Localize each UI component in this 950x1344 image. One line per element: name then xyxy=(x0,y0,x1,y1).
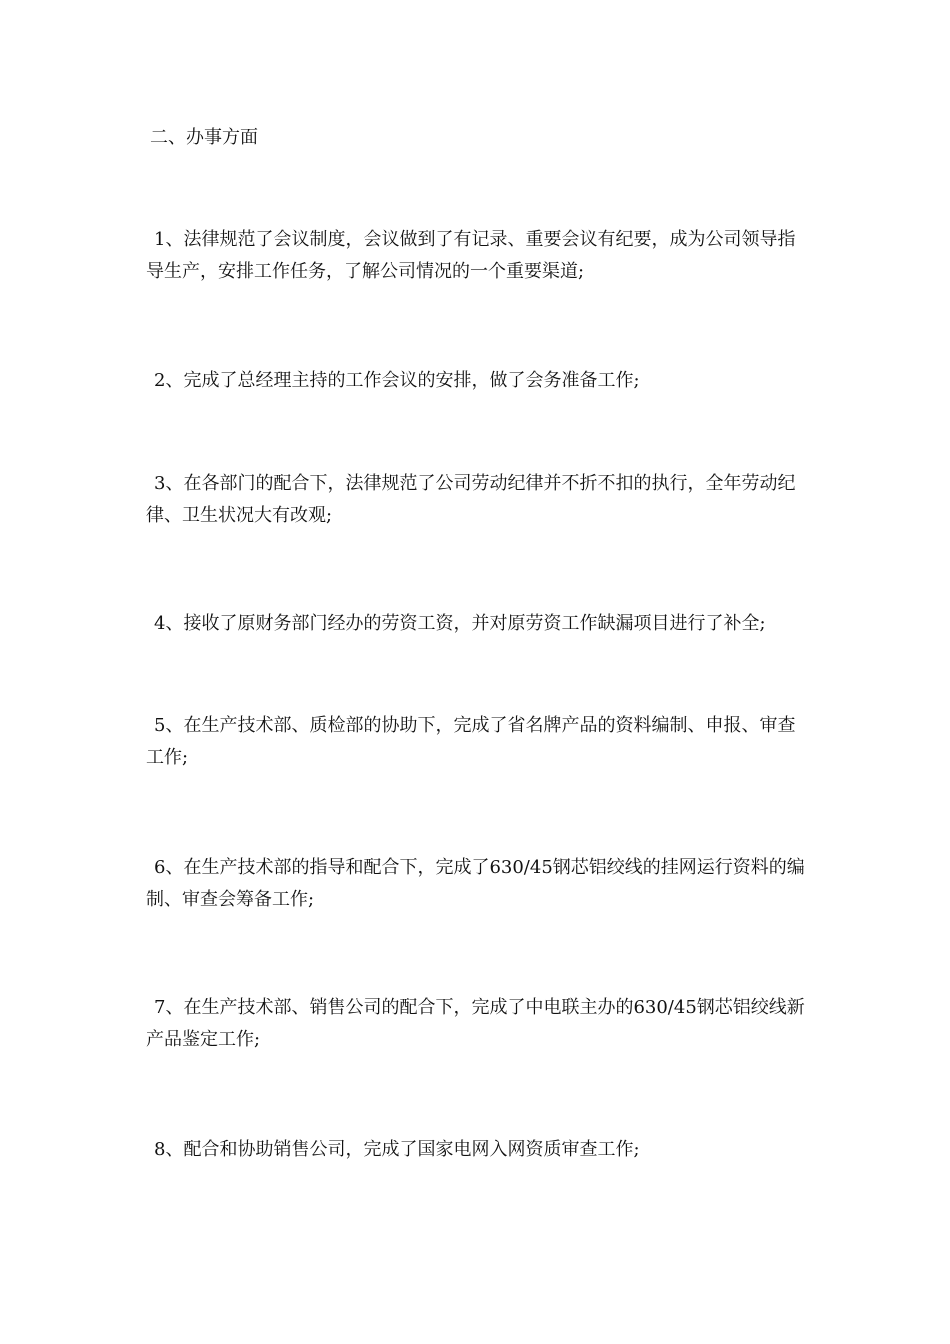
list-item-2: 2、完成了总经理主持的工作会议的安排，做了会务准备工作; xyxy=(154,370,640,391)
list-item-5: 5、在生产技术部、质检部的协助下，完成了省名牌产品的资料编制、申报、审查工作; xyxy=(146,715,796,768)
list-item-4: 4、接收了原财务部门经办的劳资工资，并对原劳资工作缺漏项目进行了补全; xyxy=(154,613,766,634)
list-item-8: 8、配合和协助销售公司，完成了国家电网入网资质审查工作; xyxy=(154,1139,640,1160)
list-item-7: 7、在生产技术部、销售公司的配合下，完成了中电联主办的630/45钢芯铝绞线新产品鉴定工作; xyxy=(146,997,805,1050)
list-item-3: 3、在各部门的配合下，法律规范了公司劳动纪律并不折不扣的执行，全年劳动纪律、卫生状况大有改观; xyxy=(146,473,796,526)
section-heading: 二、办事方面 xyxy=(150,127,258,148)
list-item-1: 1、法律规范了会议制度，会议做到了有记录、重要会议有纪要，成为公司领导指导生产，安排工作任务，了解公司情况的一个重要渠道; xyxy=(146,229,796,282)
list-item-6: 6、在生产技术部的指导和配合下，完成了630/45钢芯铝绞线的挂网运行资料的编制、审查会筹备工作; xyxy=(146,857,805,910)
